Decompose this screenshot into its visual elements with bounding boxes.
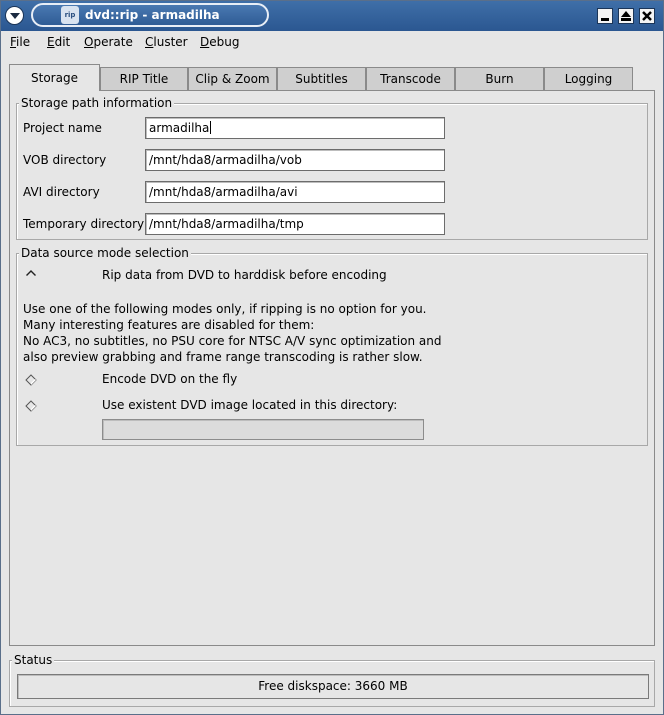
- close-icon: [640, 9, 654, 23]
- radio-selected-icon: [25, 269, 37, 281]
- window-title: dvd::rip - armadilha: [85, 8, 220, 22]
- vob-directory-label: VOB directory: [23, 153, 107, 167]
- vob-directory-input[interactable]: /mnt/hda8/armadilha/vob: [145, 149, 445, 171]
- mode-note-line-1: Use one of the following modes only, if ripping is no option for you.: [23, 302, 427, 316]
- minimize-icon: [598, 9, 612, 23]
- minimize-button[interactable]: [597, 8, 613, 24]
- maximize-button[interactable]: [618, 8, 634, 24]
- tab-clip-zoom[interactable]: Clip & Zoom: [188, 67, 277, 90]
- text-caret: [210, 121, 211, 134]
- dvd-image-label[interactable]: Use existent DVD image located in this directory:: [102, 398, 398, 412]
- tab-logging[interactable]: Logging: [544, 67, 633, 90]
- mode-note-line-2: Many interesting features are disabled for them:: [23, 318, 315, 332]
- project-name-input[interactable]: [145, 117, 445, 139]
- encode-on-fly-label[interactable]: Encode DVD on the fly: [102, 372, 238, 386]
- storage-path-frame-title: Storage path information: [21, 96, 173, 110]
- encode-on-fly-radio[interactable]: [25, 374, 37, 386]
- menu-bar: [1, 31, 663, 55]
- title-bar[interactable]: [1, 1, 663, 31]
- radio-unselected-icon: [25, 374, 37, 386]
- status-frame-title: Status: [14, 653, 53, 667]
- rip-mode-label[interactable]: Rip data from DVD to harddisk before encoding: [102, 268, 387, 282]
- menu-debug[interactable]: Debug: [200, 35, 240, 49]
- dvd-image-radio[interactable]: [25, 400, 37, 412]
- mode-note-line-3: No AC3, no subtitles, no PSU core for NTSC A/V sync optimization and: [23, 334, 442, 348]
- title-pill: [31, 3, 269, 27]
- menu-file[interactable]: File: [10, 35, 31, 49]
- tab-rip-title[interactable]: RIP Title: [100, 67, 188, 90]
- project-name-label: Project name: [23, 121, 102, 135]
- temporary-directory-input[interactable]: /mnt/hda8/armadilha/tmp: [145, 213, 445, 235]
- tab-subtitles[interactable]: Subtitles: [277, 67, 366, 90]
- data-source-frame-title: Data source mode selection: [21, 246, 189, 260]
- mode-note-line-4: also preview grabbing and frame range transcoding is rather slow.: [23, 350, 423, 364]
- tab-transcode[interactable]: Transcode: [366, 67, 455, 90]
- tab-storage[interactable]: Storage: [9, 64, 100, 91]
- rip-mode-radio[interactable]: [25, 269, 37, 281]
- maximize-icon: [619, 9, 633, 23]
- status-bar: Free diskspace: 3660 MB: [17, 674, 649, 699]
- dvd-image-directory-input[interactable]: [102, 419, 424, 440]
- window-menu-icon[interactable]: [5, 6, 24, 25]
- menu-edit[interactable]: Edit: [47, 35, 71, 49]
- avi-directory-label: AVI directory: [23, 185, 100, 199]
- dvdrip-app-icon: rip: [61, 6, 79, 24]
- menu-cluster[interactable]: Cluster: [145, 35, 188, 49]
- close-button[interactable]: [639, 8, 655, 24]
- menu-operate[interactable]: Operate: [84, 35, 133, 49]
- tab-burn[interactable]: Burn: [455, 67, 544, 90]
- radio-unselected-icon: [25, 400, 37, 412]
- avi-directory-input[interactable]: /mnt/hda8/armadilha/avi: [145, 181, 445, 203]
- temporary-directory-label: Temporary directory: [23, 217, 145, 231]
- project-name-value: armadilha: [149, 121, 210, 135]
